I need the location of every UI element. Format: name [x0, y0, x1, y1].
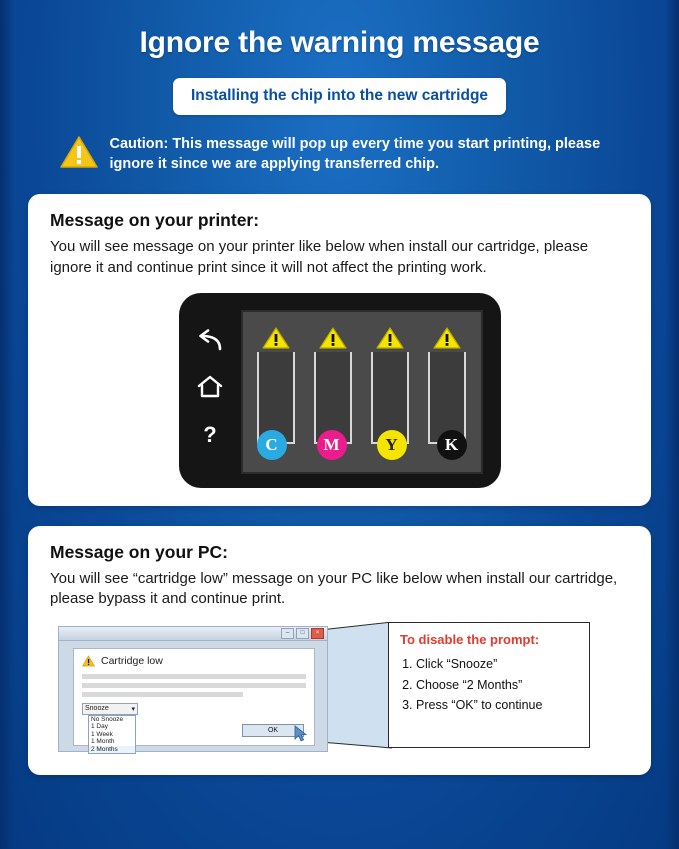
chevron-down-icon: ▾ [131, 705, 135, 713]
snooze-label: Snooze [85, 705, 109, 713]
close-icon[interactable]: × [311, 628, 324, 639]
callout-step: 3. Press “OK” to continue [416, 695, 578, 716]
printer-body [179, 293, 501, 488]
minimize-button[interactable]: – [281, 628, 294, 639]
pc-dialog-window [58, 626, 328, 752]
cartridge-indicator [257, 326, 295, 444]
cartridge-row [257, 326, 467, 444]
snooze-option[interactable]: No Snooze [91, 715, 124, 723]
text-line [82, 683, 306, 688]
dialog-body-lines [82, 674, 306, 697]
home-icon[interactable] [196, 374, 224, 405]
warning-triangle-icon [319, 326, 347, 350]
maximize-button[interactable]: □ [296, 628, 309, 639]
caution-text: Caution: This message will pop up every time you start printing, please ignore it since we are applying transferred chip. [109, 136, 601, 172]
text-line [82, 692, 243, 697]
subtitle-container [28, 78, 651, 115]
printer-message-card [28, 194, 651, 505]
callout-connector [320, 622, 392, 757]
ink-dot-black: K [437, 430, 467, 460]
ink-dot-cyan: C [257, 430, 287, 460]
cartridge-indicator [428, 326, 466, 444]
warning-triangle-icon [82, 655, 95, 667]
snooze-option[interactable]: 1 Week [91, 730, 113, 738]
ink-dot-magenta: M [317, 430, 347, 460]
snooze-dropdown[interactable] [82, 703, 138, 715]
snooze-options-list[interactable] [88, 715, 136, 755]
callout-step: 2. Choose “2 Months” [416, 675, 578, 696]
printer-control-panel [179, 293, 241, 488]
cartridge-indicator [371, 326, 409, 444]
subtitle-badge: Installing the chip into the new cartridge [173, 78, 506, 115]
pc-illustration [50, 622, 629, 757]
ink-color-row [257, 430, 467, 460]
svg-text:?: ? [202, 421, 217, 447]
ok-button[interactable]: OK [242, 724, 304, 737]
text-line [82, 674, 306, 679]
cartridge-indicator [314, 326, 352, 444]
warning-triangle-icon [262, 326, 290, 350]
caution-banner [28, 135, 651, 174]
page-title: Ignore the warning message [139, 26, 540, 59]
pc-card-title: Message on your PC: [50, 541, 228, 562]
pc-message-card [28, 526, 651, 775]
printer-card-title: Message on your printer: [50, 210, 260, 231]
printer-illustration [50, 293, 629, 488]
warning-triangle-icon [376, 326, 404, 350]
dialog-content [73, 648, 315, 753]
printer-card-body: You will see message on your printer like below when install our cartridge, please ignore it and continue print since it will not affect the printing work. [50, 238, 589, 276]
cursor-arrow-icon [294, 725, 310, 743]
callout-step: 1. Click “Snooze” [416, 654, 578, 675]
dialog-header [82, 655, 306, 667]
window-titlebar [59, 627, 327, 641]
callout-title: To disable the prompt: [400, 631, 540, 647]
warning-triangle-icon [60, 135, 98, 174]
snooze-option-selected[interactable]: 2 Months [89, 746, 135, 754]
back-arrow-icon[interactable] [196, 329, 224, 358]
pc-card-body: You will see “cartridge low” message on your PC like below when install our cartridge, please bypass it and continue print. [50, 569, 618, 608]
snooze-option[interactable]: 1 Day [91, 723, 108, 731]
dialog-title: Cartridge low [101, 654, 163, 667]
printer-screen [241, 310, 483, 474]
snooze-option[interactable]: 1 Month [91, 738, 115, 746]
help-question-icon[interactable] [198, 421, 222, 452]
callout-steps [400, 654, 578, 716]
ink-dot-yellow: Y [377, 430, 407, 460]
warning-triangle-icon [433, 326, 461, 350]
disable-prompt-callout [388, 622, 590, 748]
